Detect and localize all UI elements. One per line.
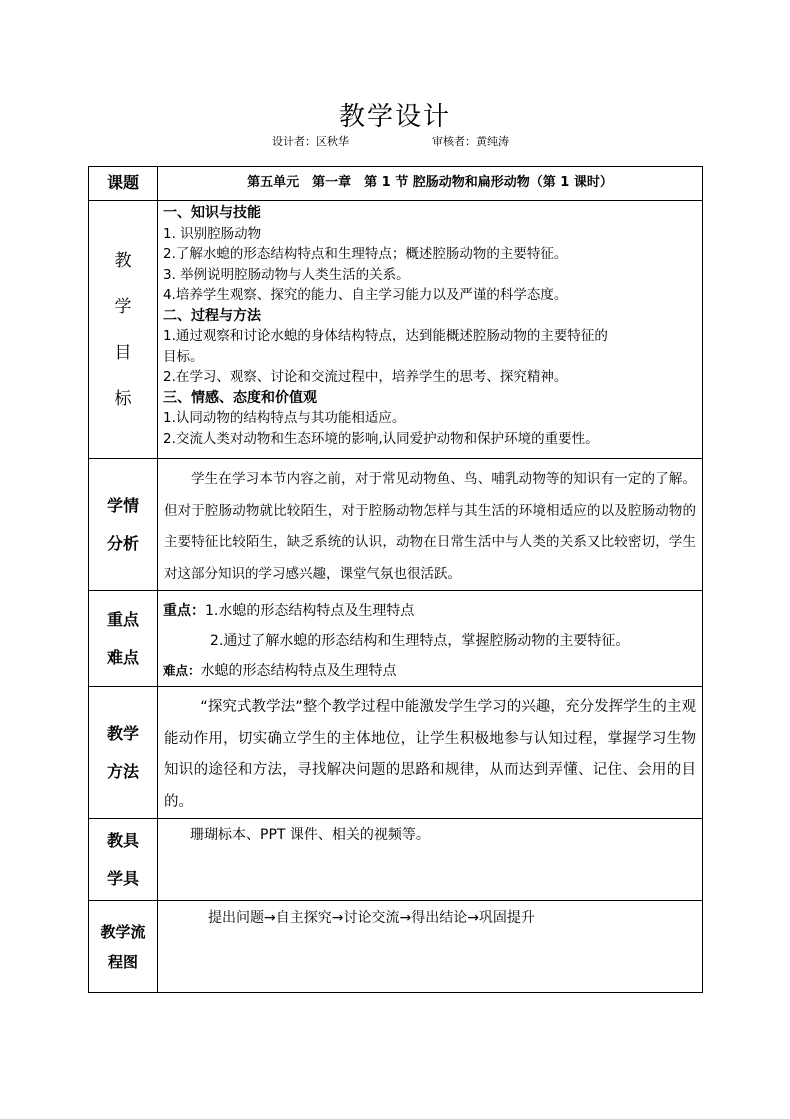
analysis-label-line: 分析: [106, 533, 139, 553]
method-label-line: 方法: [106, 761, 139, 781]
objective-line: 1.认同动物的结构特点与其功能相适应。: [163, 410, 406, 426]
analysis-label: [89, 459, 158, 591]
row-objectives: [89, 201, 703, 459]
key-points-label-line: 难点: [106, 647, 139, 667]
objective-line: 2.交流人类对动物和生态环境的影响,认同爱护动物和保护环境的重要性。: [163, 430, 599, 447]
objective-line: 1.通过观察和讨论水螅的身体结构特点，达到能概述腔肠动物的主要特征的: [163, 328, 608, 344]
topic-value: 第五单元 第一章 第 1 节 腔肠动物和扁形动物（第 1 课时）: [158, 167, 703, 201]
row-analysis: [89, 459, 703, 591]
difficult-point: [158, 656, 702, 686]
objective-heading: 二、过程与方法: [163, 307, 261, 324]
method-text: “探究式教学法”整个教学过程中能激发学生学习的兴趣，充分发挥学生的主观能动作用，切实确立学生的主体地位，让学生积极地参与认知过程，掌握学习生物知识的途径和方法，寻找解决问题的思路和规律，从而达到弄懂、记住、会用的目的。: [158, 687, 703, 819]
analysis-label-line: 学情: [106, 495, 139, 515]
key-point-text: 1.水螅的形态结构特点及生理特点: [205, 603, 415, 619]
objectives-content: [158, 201, 703, 459]
objective-line: 3. 举例说明腔肠动物与人类生活的关系。: [163, 266, 410, 283]
key-points-content: [158, 591, 703, 687]
row-topic: [89, 167, 703, 201]
key-points-label: [89, 591, 158, 687]
row-flow: [89, 901, 703, 993]
designer-name: 设计者：区秋华: [272, 135, 349, 148]
row-method: [89, 687, 703, 819]
objective-heading: 一、知识与技能: [163, 205, 261, 221]
difficult-label: 难点：: [163, 663, 201, 678]
tools-label-line: 教具: [106, 830, 139, 850]
key-point-1: [158, 596, 702, 626]
key-point-2: 2.通过了解水螅的形态结构和生理特点，掌握腔肠动物的主要特征。: [210, 633, 630, 649]
key-label: 重点：: [163, 603, 205, 619]
objectives-label-char: 学: [114, 296, 132, 317]
lesson-plan-table: [88, 166, 703, 993]
difficult-text: 水螅的形态结构特点及生理特点: [200, 663, 397, 679]
objectives-label-char: 标: [114, 388, 132, 409]
objectives-label-char: 教: [114, 250, 132, 271]
tools-text: 珊瑚标本、PPT 课件、相关的视频等。: [190, 827, 430, 843]
method-label: [89, 687, 158, 819]
objective-heading: 三、情感、态度和价值观: [163, 389, 317, 406]
topic-label: 课题: [89, 167, 158, 201]
flow-label-line: 教学流: [100, 922, 146, 941]
row-tools: [89, 819, 703, 901]
row-key-points: [89, 591, 703, 687]
document-title: 教学设计: [338, 102, 451, 132]
flow-text: 提出问题→自主探究→讨论交流→得出结论→巩固提升: [158, 901, 703, 993]
objective-line: 4.培养学生观察、探究的能力、自主学习能力以及严谨的科学态度。: [163, 287, 568, 303]
objective-line: 1. 识别腔肠动物: [163, 225, 262, 242]
reviewer-name: 审核者：黄纯涛: [432, 135, 509, 148]
flow-label-line: 程图: [107, 952, 138, 971]
analysis-text: 学生在学习本节内容之前，对于常见动物鱼、鸟、哺乳动物等的知识有一定的了解。但对于腔肠动物就比较陌生，对于腔肠动物怎样与其生活的环境相适应的以及腔肠动物的主要特征比较陌生，缺乏系统的认识，动物在日常生活中与人类的关系又比较密切，学生对这部分知识的学习感兴趣，课堂气氛也很活跃。: [158, 459, 703, 591]
key-points-label-line: 重点: [106, 609, 139, 629]
objectives-label-char: 目: [114, 342, 132, 363]
tools-label: [89, 819, 158, 901]
method-label-line: 教学: [106, 723, 139, 743]
objective-line: 2.了解水螅的形态结构特点和生理特点；概述腔肠动物的主要特征。: [163, 246, 568, 262]
tools-text-cell: [158, 819, 703, 901]
flow-label: [89, 901, 158, 993]
tools-label-line: 学具: [106, 868, 139, 888]
objective-line: 目标。: [163, 348, 204, 365]
objectives-label: [89, 201, 158, 459]
objective-line: 2.在学习、观察、讨论和交流过程中，培养学生的思考、探究精神。: [163, 369, 568, 385]
